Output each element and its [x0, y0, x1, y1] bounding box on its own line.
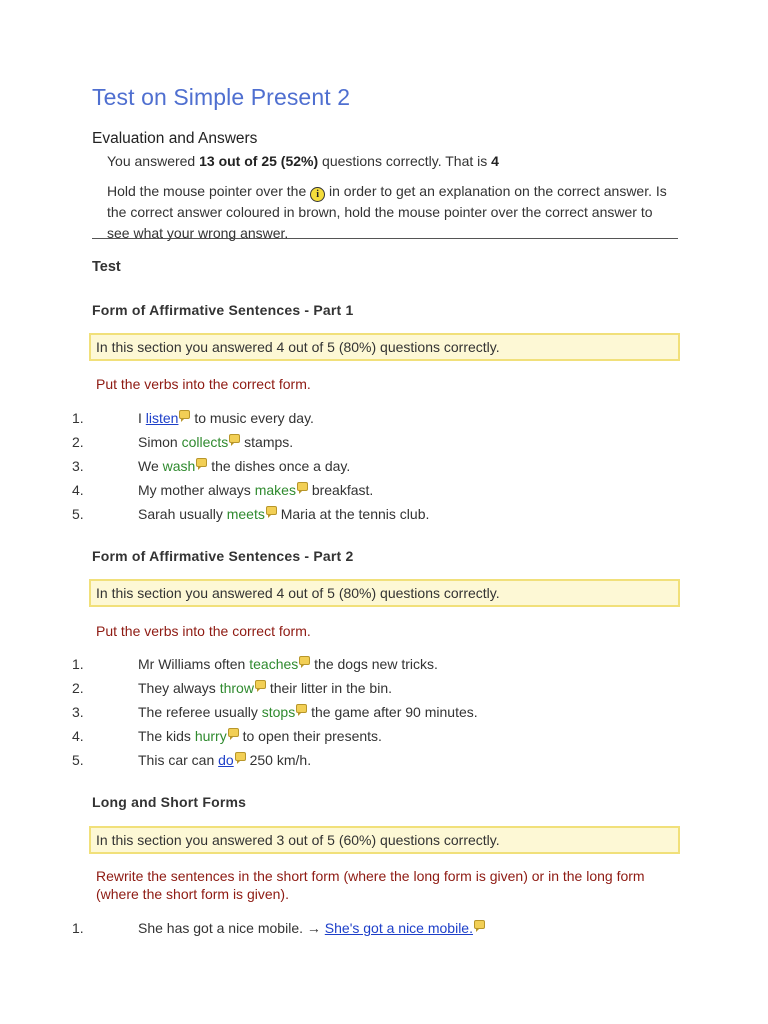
corrected-answer-link[interactable]: listen: [145, 410, 179, 426]
sentence-start: She has got a nice mobile. →: [138, 920, 325, 936]
evaluation-summary: [107, 153, 499, 169]
correct-answer[interactable]: collects: [181, 434, 229, 450]
item-sentence: [138, 728, 382, 744]
item-number: 2.: [72, 434, 84, 450]
list-item: [0, 680, 768, 704]
question-list: [0, 920, 768, 944]
speech-bubble-icon[interactable]: [229, 434, 240, 443]
sentence-start: This car can: [138, 752, 219, 768]
speech-bubble-icon[interactable]: [235, 752, 246, 761]
item-sentence: [138, 704, 478, 720]
sentence-start: They always: [138, 680, 220, 696]
summary-grade: 4: [491, 153, 499, 169]
item-sentence: [138, 920, 485, 936]
evaluation-heading: Evaluation and Answers: [92, 130, 258, 147]
section-score-box: In this section you answered 3 out of 5 (60%) questions correctly.: [89, 826, 680, 854]
sentence-end: to open their presents.: [238, 728, 382, 744]
sentence-start: The referee usually: [138, 704, 262, 720]
list-item: [0, 506, 768, 530]
divider: [92, 238, 678, 239]
list-item: [0, 704, 768, 728]
speech-bubble-icon[interactable]: [297, 482, 308, 491]
correct-answer[interactable]: teaches: [249, 656, 299, 672]
speech-bubble-icon[interactable]: [179, 410, 190, 419]
item-sentence: [138, 752, 311, 768]
sentence-start: Sarah usually: [138, 506, 227, 522]
correct-answer[interactable]: throw: [219, 680, 254, 696]
summary-prefix: You answered: [107, 153, 200, 169]
sentence-end: stamps.: [240, 434, 294, 450]
corrected-answer-link[interactable]: She's got a nice mobile.: [324, 920, 473, 936]
list-item: [0, 728, 768, 752]
correct-answer[interactable]: wash: [162, 458, 196, 474]
list-item: [0, 656, 768, 680]
speech-bubble-icon[interactable]: [299, 656, 310, 665]
item-sentence: [138, 434, 293, 450]
evaluation-help: [107, 181, 677, 243]
item-sentence: [138, 410, 314, 426]
correct-answer[interactable]: hurry: [194, 728, 227, 744]
sentence-end: Maria at the tennis club.: [276, 506, 430, 522]
section-title: Long and Short Forms: [92, 794, 247, 810]
sentence-end: the dishes once a day.: [207, 458, 351, 474]
speech-bubble-icon[interactable]: [255, 680, 266, 689]
sentence-start: The kids: [138, 728, 195, 744]
item-number: 2.: [72, 680, 84, 696]
list-item: [0, 410, 768, 434]
section-instruction: Rewrite the sentences in the short form (where the long form is given) or in the long form (where the short form is given).: [96, 868, 645, 902]
sentence-start: My mother always: [138, 482, 255, 498]
sentence-start: I: [138, 410, 146, 426]
section-score-box: In this section you answered 4 out of 5 (80%) questions correctly.: [89, 579, 680, 607]
correct-answer[interactable]: stops: [261, 704, 296, 720]
item-sentence: [138, 656, 438, 672]
sentence-end: 250 km/h.: [245, 752, 312, 768]
item-sentence: [138, 482, 373, 498]
speech-bubble-icon[interactable]: [474, 920, 485, 929]
item-number: 1.: [72, 920, 84, 936]
sentence-start: We: [138, 458, 163, 474]
item-number: 5.: [72, 506, 84, 522]
item-number: 3.: [72, 458, 84, 474]
sentence-start: Mr Williams often: [138, 656, 250, 672]
item-number: 3.: [72, 704, 84, 720]
list-item: [0, 458, 768, 482]
help-text-2: in order to get an explanation on the correct answer. Is the correct answer coloured in brown, hold the mouse pointer over the correct answer to see what your wrong answer.: [107, 183, 667, 241]
item-sentence: [138, 506, 429, 522]
item-number: 1.: [72, 656, 84, 672]
help-text-1: Hold the mouse pointer over the: [107, 183, 311, 199]
item-number: 5.: [72, 752, 84, 768]
speech-bubble-icon[interactable]: [266, 506, 277, 515]
list-item: [0, 752, 768, 776]
item-sentence: [138, 458, 350, 474]
test-heading: Test: [92, 259, 121, 275]
question-list: [0, 410, 768, 530]
sentence-end: to music every day.: [190, 410, 314, 426]
info-icon[interactable]: i: [310, 187, 325, 202]
item-number: 4.: [72, 728, 84, 744]
sentence-end: the game after 90 minutes.: [307, 704, 478, 720]
sentence-end: the dogs new tricks.: [310, 656, 438, 672]
section-title: Form of Affirmative Sentences - Part 2: [92, 548, 354, 564]
summary-mid: questions correctly. That is: [318, 153, 492, 169]
item-number: 4.: [72, 482, 84, 498]
summary-score: 13 out of 25 (52%): [199, 153, 319, 169]
speech-bubble-icon[interactable]: [228, 728, 239, 737]
list-item: [0, 482, 768, 506]
correct-answer[interactable]: makes: [254, 482, 296, 498]
section-instruction: Put the verbs into the correct form.: [96, 623, 311, 639]
section-instruction: Put the verbs into the correct form.: [96, 376, 311, 392]
sentence-start: Simon: [138, 434, 182, 450]
correct-answer[interactable]: meets: [226, 506, 265, 522]
corrected-answer-link[interactable]: do: [218, 752, 234, 768]
list-item: [0, 434, 768, 458]
sentence-end: their litter in the bin.: [265, 680, 392, 696]
speech-bubble-icon[interactable]: [196, 458, 207, 467]
sentence-end: breakfast.: [307, 482, 374, 498]
item-number: 1.: [72, 410, 84, 426]
item-sentence: [138, 680, 392, 696]
list-item: [0, 920, 768, 944]
section-title: Form of Affirmative Sentences - Part 1: [92, 302, 354, 318]
section-score-box: In this section you answered 4 out of 5 (80%) questions correctly.: [89, 333, 680, 361]
question-list: [0, 656, 768, 776]
page-title: Test on Simple Present 2: [92, 84, 351, 110]
speech-bubble-icon[interactable]: [296, 704, 307, 713]
